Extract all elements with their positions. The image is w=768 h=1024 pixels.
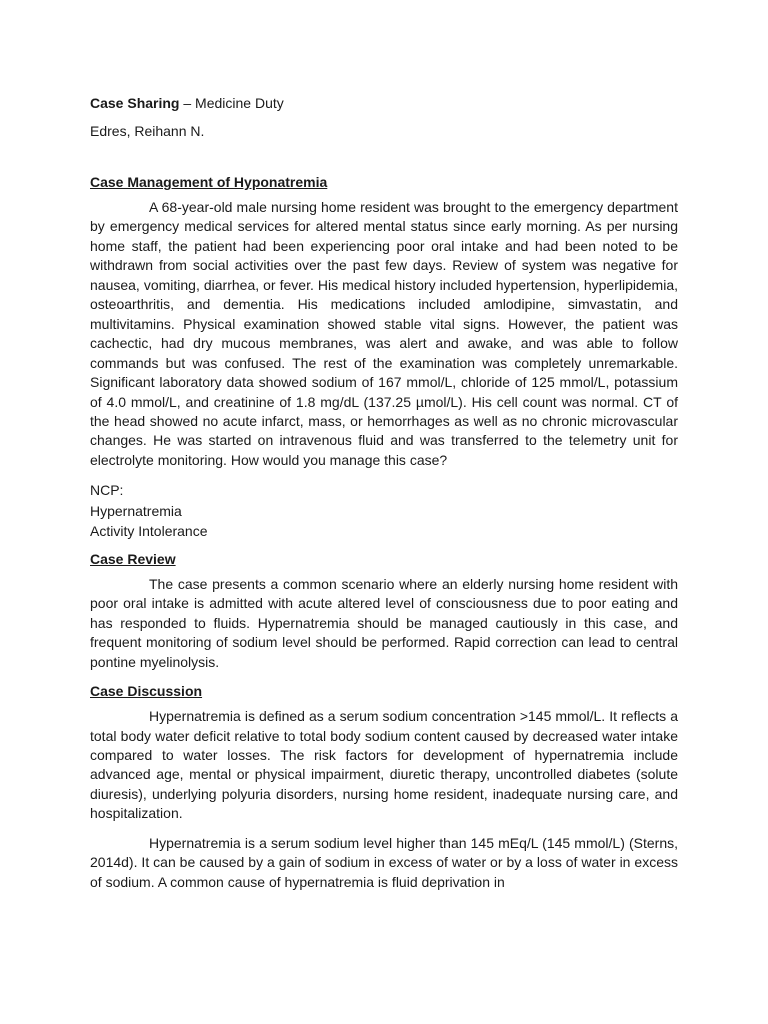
author-name: Edres, Reihann N. (90, 123, 205, 139)
ncp-item-hypernatremia: Hypernatremia (90, 502, 182, 519)
paragraph-case-discussion-1: Hypernatremia is defined as a serum sodium concentration >145 mmol/L. It reflects a total body water deficit relative to total body sodium content caused by decreased water intake compared to water losses. The risk factors for development of hypernatremia include advanced age, mental or physical impairment, diuretic therapy, uncontrolled diabetes (solute diuresis), underlying polyuria disorders, nursing home resident, inadequate nursing care, and hospitalization. (90, 708, 678, 822)
heading-case-management: Case Management of Hyponatremia (90, 174, 328, 190)
heading-case-discussion: Case Discussion (90, 683, 203, 700)
title-bold: Case Sharing (90, 95, 180, 111)
paragraph-case-management: A 68-year-old male nursing home resident was brought to the emergency department by emergency medical services for altered mental status since early morning. As per nursing home staff, the patient had been experiencing poor oral intake and had been noted to be withdrawn from social activities over the past few days. Review of system was negative for nausea, vomiting, diarrhea, or fever. His medical history included hypertension, hyperlipidemia, osteoarthritis, and dementia. His medications included amlodipine, simvastatin, and multivitamins. Physical examination showed stable vital signs. However, the patient was cachectic, had dry mucous membranes, was alert and awake, and was able to follow commands but was confused. The rest of the examination was completely unremarkable. Significant laboratory data showed sodium of 167 mmol/L, chloride of 125 mmol/L, potassium of 4.0 mmol/L, and creatinine of 1.8 mg/dL (137.25 µmol/L). His cell count was normal. CT of the head showed no acute infarct, mass, or hemorrhages as well as no chronic microvascular changes. He was started on intravenous fluid and was transferred to the telemetry unit for electrolyte monitoring. How would you manage this case? (90, 199, 678, 468)
ncp-label: NCP: (90, 482, 124, 499)
title-rest: – Medicine Duty (179, 95, 284, 111)
paragraph-case-discussion-2: Hypernatremia is a serum sodium level higher than 145 mEq/L (145 mmol/L) (Sterns, 2014d). It can be caused by a gain of sodium in excess of water or by a loss of water in excess of sodium. A common cause of hypernatremia is fluid deprivation in (90, 834, 678, 890)
ncp-block (90, 480, 678, 542)
ncp-item-activity-intolerance: Activity Intolerance (90, 523, 208, 540)
heading-case-review: Case Review (90, 550, 176, 567)
document-title (90, 94, 678, 113)
paragraph-case-review: The case presents a common scenario where an elderly nursing home resident with poor oral intake is admitted with acute altered level of consciousness due to poor eating and has responded to fluids. Hypernatremia should be managed cautiously in this case, and frequent monitoring of sodium level should be performed. Rapid correction can lead to central pontine myelinolysis. (90, 575, 678, 670)
